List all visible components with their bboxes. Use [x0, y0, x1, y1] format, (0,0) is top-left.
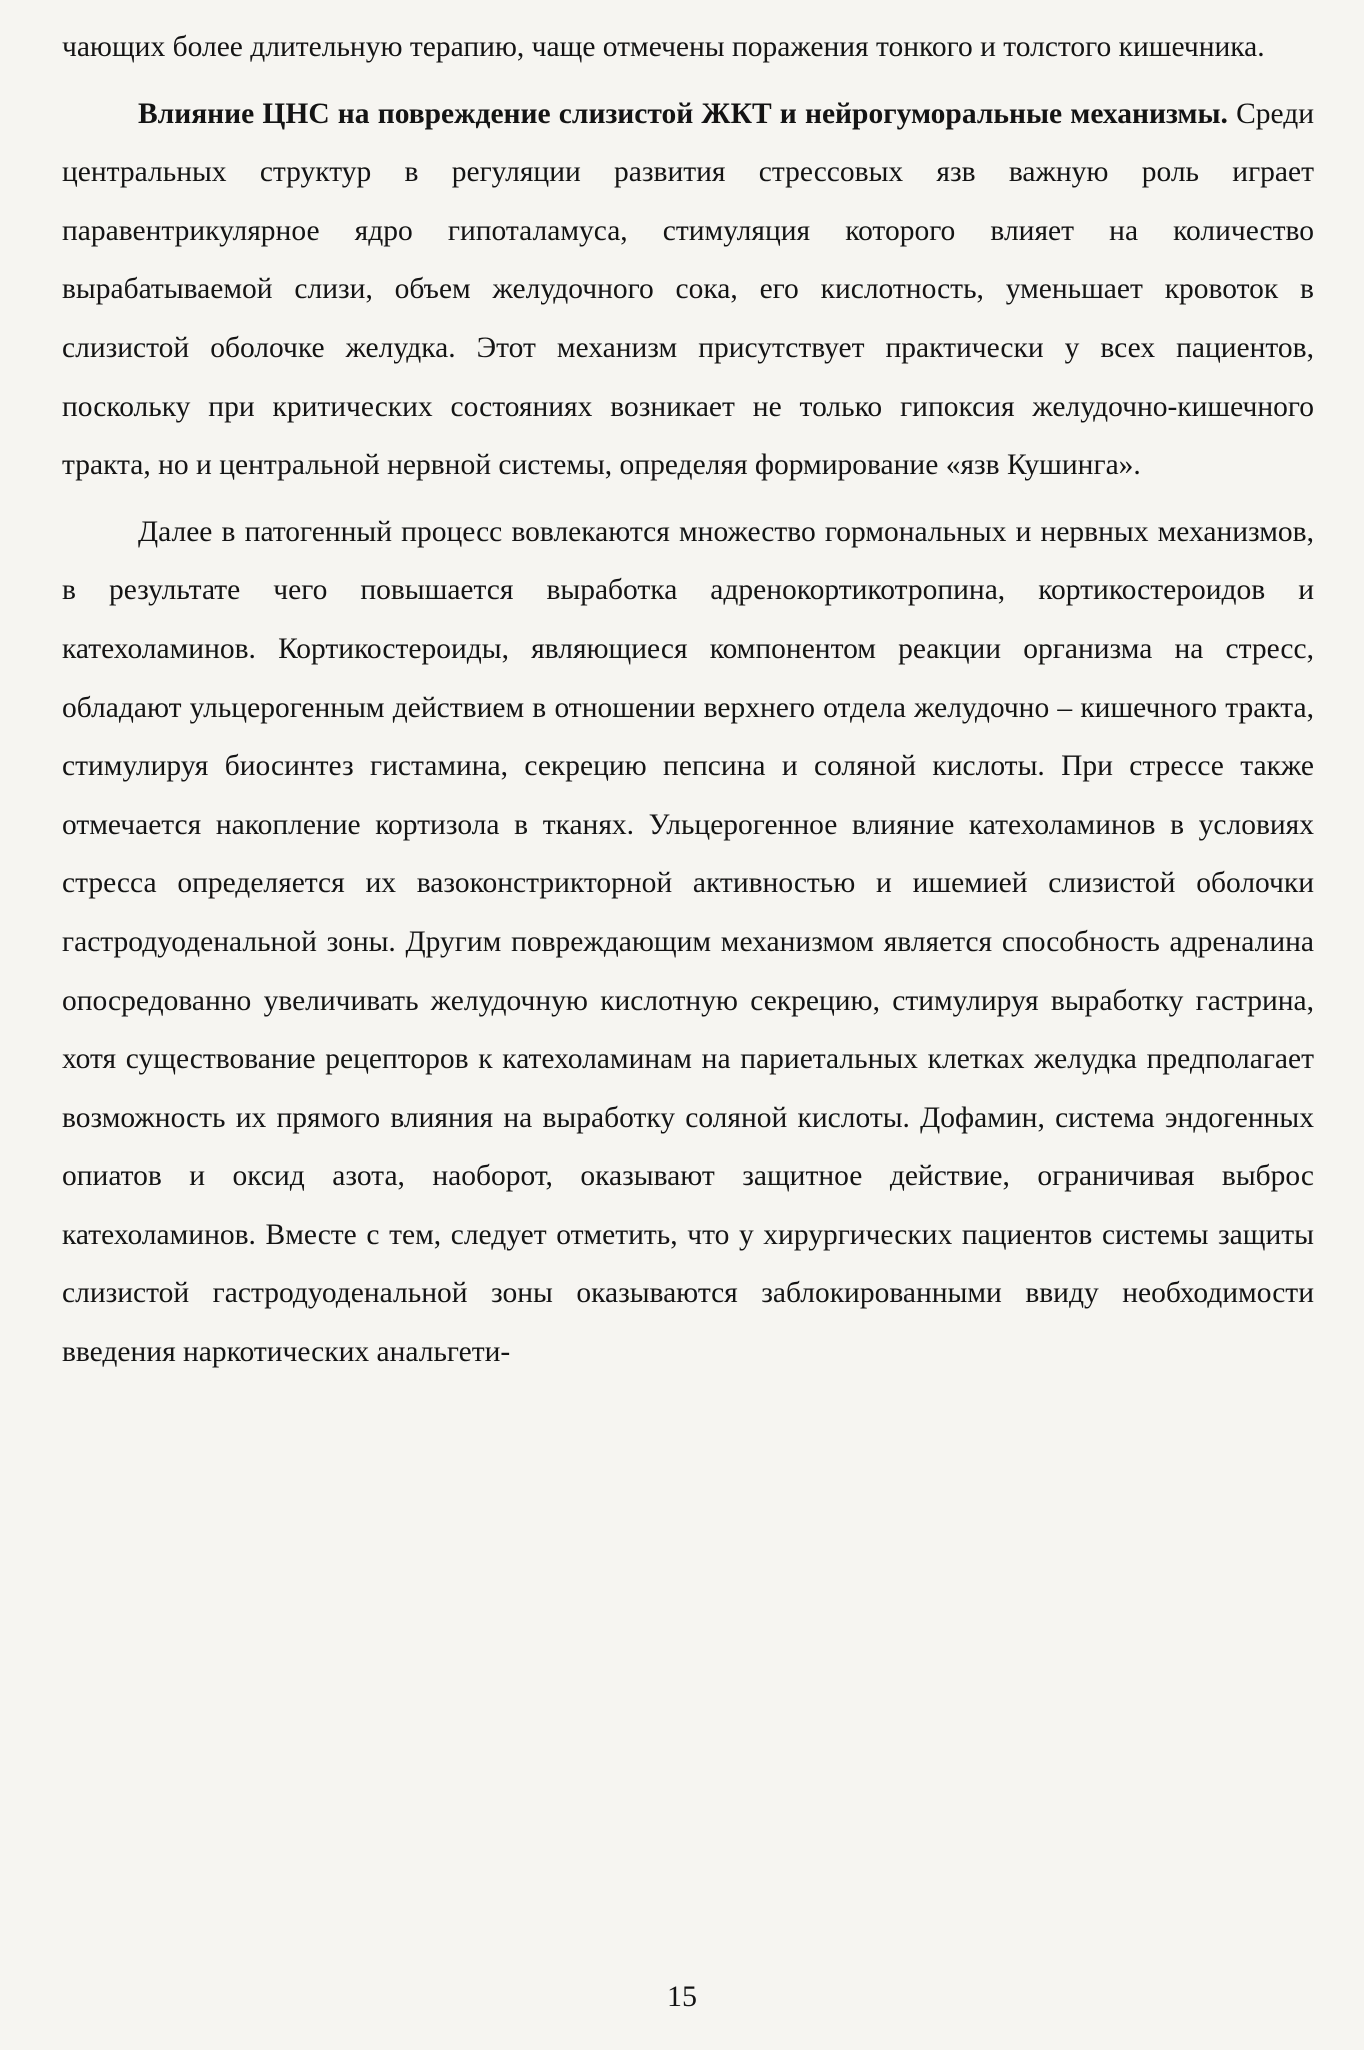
paragraph-text: чающих более длительную терапию, чаще отмечены поражения тонкого и толстого кишечника.	[62, 31, 1265, 63]
document-page	[62, 18, 1314, 2008]
paragraph-continuation	[62, 18, 1314, 77]
page-number: 15	[667, 1980, 697, 2013]
section-heading: Влияние ЦНС на повреждение слизистой ЖКТ и нейрогуморальные механизмы.	[138, 97, 1228, 130]
paragraph-text: Далее в патогенный процесс вовлекаются множество гормональных и нервных механизмов, в результате чего повышается выработка адренокортикотропина, кортикостероидов и катехоламинов. Кортикостероиды, являющиеся компонентом реакции организма на стресс, обладают ульцерогенным действием в отношении верхнего отдела желудочно – кишечного тракта, стимулируя биосинтез гистамина, секрецию пепсина и соляной кислоты. При стрессе также отмечается накопление кортизола в тканях. Ульцерогенное влияние катехоламинов в условиях стресса определяется их вазоконстрикторной активностью и ишемией слизистой оболочки гастродуоденальной зоны. Другим повреждающим механизмом является способность адреналина опосредованно увеличивать желудочную кислотную секрецию, стимулируя выработку гастрина, хотя существование рецепторов к катехоламинам на париетальных клетках желудка предполагает возможность их прямого влияния на выработку соляной кислоты. Дофамин, система эндогенных опиатов и оксид азота, наоборот, оказывают защитное действие, ограничивая выброс катехоламинов. Вместе с тем, следует отметить, что у хирургических пациентов системы защиты слизистой гастродуоденальной зоны оказываются заблокированными ввиду необходимости введения наркотических анальгети-	[62, 515, 1314, 1369]
paragraph-text: Среди центральных структур в регуляции развития стрессовых язв важную роль играет паравентрикулярное ядро гипоталамуса, стимуляция которого влияет на количество вырабатываемой слизи, объем желудочного сока, его кислотность, уменьшает кровоток в слизистой оболочке желудка. Этот механизм присутствует практически у всех пациентов, поскольку при критических состояниях возникает не только гипоксия желудочно-кишечного тракта, но и центральной нервной системы, определяя формирование «язв Кушинга».	[62, 97, 1314, 482]
paragraph-pathogenic-process	[62, 503, 1314, 1382]
paragraph-cns-influence	[62, 85, 1314, 495]
